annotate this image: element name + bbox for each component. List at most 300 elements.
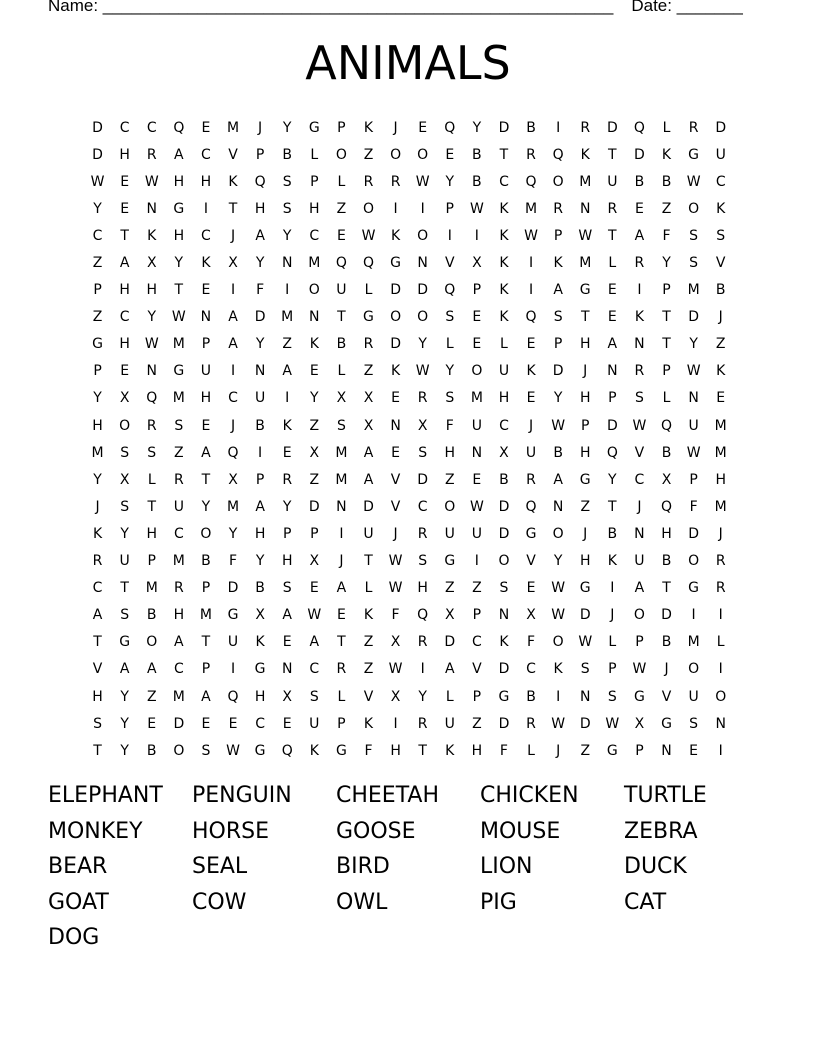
grid-letter: W [415, 363, 430, 380]
grid-letter: S [580, 661, 590, 678]
grid-letter: X [634, 715, 645, 732]
grid-letter: S [689, 255, 699, 272]
grid-letter: P [201, 661, 211, 678]
grid-letter: T [337, 634, 346, 651]
grid-letter: Q [254, 173, 266, 190]
grid-letter: R [715, 580, 726, 597]
grid-letter: V [390, 498, 401, 515]
grid-letter: W [578, 634, 593, 651]
grid-letter: N [661, 742, 672, 759]
grid-letter: P [147, 553, 156, 570]
grid-letter: X [119, 471, 130, 488]
grid-letter: E [526, 390, 536, 407]
grid-letter: M [281, 309, 294, 326]
grid-letter: T [201, 634, 211, 651]
grid-letter: E [526, 336, 536, 353]
grid-letter: Q [417, 607, 429, 624]
grid-letter: W [307, 607, 322, 624]
grid-letter: S [418, 553, 428, 570]
grid-letter: L [445, 336, 454, 353]
grid-letter: S [418, 444, 428, 461]
grid-letter: R [634, 363, 645, 380]
grid-letter: Y [174, 255, 184, 272]
grid-letter: I [718, 742, 723, 759]
grid-letter: A [444, 661, 455, 678]
grid-letter: O [173, 742, 185, 759]
grid-letter: B [282, 146, 292, 163]
grid-letter: H [119, 282, 130, 299]
grid-letter: C [146, 119, 157, 136]
grid-letter: T [93, 634, 102, 651]
grid-letter: P [93, 282, 102, 299]
grid-letter: R [417, 715, 428, 732]
grid-letter: Y [255, 255, 265, 272]
grid-letter: Q [606, 444, 618, 461]
grid-letter: P [255, 471, 265, 488]
grid-letter: Y [689, 336, 698, 353]
grid-letter: H [309, 200, 320, 217]
word-list [48, 778, 768, 956]
grid-letter: H [471, 742, 483, 759]
grid-letter: O [146, 634, 158, 651]
grid-letter: R [146, 417, 157, 434]
grid-letter: M [226, 498, 240, 515]
grid-letter: A [201, 688, 211, 705]
grid-letter: D [254, 309, 266, 326]
grid-letter: O [688, 661, 700, 678]
grid-letter: L [337, 363, 346, 380]
grid-letter: W [469, 200, 484, 217]
grid-letter: B [146, 742, 157, 759]
grid-letter: Y [445, 173, 455, 190]
grid-letter: N [417, 255, 428, 272]
grid-letter: X [390, 634, 401, 651]
grid-letter: O [417, 227, 429, 244]
grid-letter: I [230, 363, 236, 380]
grid-letter: Z [363, 634, 374, 651]
grid-letter: N [579, 200, 591, 217]
grid-letter: F [228, 553, 238, 570]
grid-letter: Y [662, 255, 671, 272]
grid-letter: C [201, 227, 211, 244]
grid-letter: Q [146, 390, 158, 407]
word-list-item: CAT [624, 889, 667, 915]
grid-letter: O [335, 146, 347, 163]
grid-letter: D [688, 525, 699, 542]
word-list-item: DUCK [624, 854, 687, 880]
grid-letter: D [661, 607, 672, 624]
grid-letter: S [553, 309, 563, 326]
grid-letter: F [527, 634, 536, 651]
grid-letter: O [417, 309, 429, 326]
grid-letter: K [716, 200, 726, 217]
grid-letter: G [173, 363, 185, 380]
grid-letter: Z [472, 580, 482, 597]
grid-letter: O [688, 200, 700, 217]
grid-letter: K [499, 200, 509, 217]
grid-letter: H [579, 444, 591, 461]
grid-letter: I [339, 525, 344, 542]
grid-letter: T [337, 309, 346, 326]
grid-letter: S [336, 417, 346, 434]
grid-letter: K [363, 119, 374, 136]
grid-letter: T [608, 227, 617, 244]
grid-letter: X [363, 417, 374, 434]
grid-letter: F [364, 742, 373, 759]
grid-letter: X [282, 688, 292, 705]
grid-letter: V [715, 255, 726, 272]
grid-letter: P [635, 634, 644, 651]
grid-letter: Z [336, 200, 347, 217]
grid-letter: J [95, 498, 100, 515]
grid-letter: H [715, 471, 726, 488]
grid-letter: A [174, 634, 184, 651]
grid-letter: Z [715, 336, 726, 353]
grid-letter: Z [309, 471, 320, 488]
grid-letter: G [308, 119, 320, 136]
grid-letter: O [498, 553, 510, 570]
grid-letter: S [689, 715, 699, 732]
grid-letter: I [610, 580, 615, 597]
grid-letter: C [201, 146, 211, 163]
grid-letter: G [335, 742, 347, 759]
grid-letter: C [499, 173, 509, 190]
grid-letter: J [610, 607, 615, 624]
grid-letter: D [227, 580, 239, 597]
grid-letter: E [418, 119, 428, 136]
grid-letter: L [500, 336, 508, 353]
grid-letter: W [686, 173, 701, 190]
grid-letter: H [444, 444, 456, 461]
grid-letter: B [634, 173, 645, 190]
grid-letter: B [526, 688, 536, 705]
grid-letter: C [255, 715, 265, 732]
grid-letter: K [363, 607, 374, 624]
grid-letter: V [390, 471, 401, 488]
grid-letter: K [309, 336, 319, 353]
grid-letter: P [689, 471, 698, 488]
grid-letter: L [310, 146, 319, 163]
grid-letter: G [661, 715, 672, 732]
grid-letter: Z [444, 580, 455, 597]
grid-letter: D [308, 498, 320, 515]
grid-letter: K [499, 282, 509, 299]
grid-letter: J [637, 498, 642, 515]
grid-letter: V [228, 146, 238, 163]
grid-letter: Z [146, 688, 157, 705]
grid-letter: E [716, 390, 726, 407]
grid-letter: I [556, 119, 561, 136]
grid-letter: G [173, 200, 185, 217]
grid-letter: A [119, 661, 130, 678]
grid-letter: R [688, 119, 699, 136]
grid-letter: I [718, 607, 723, 624]
grid-letter: C [417, 498, 428, 515]
grid-letter: W [144, 173, 159, 190]
grid-letter: G [254, 661, 266, 678]
grid-letter: E [526, 580, 536, 597]
grid-letter: G [579, 282, 591, 299]
date-field-label: Date: _______ [631, 0, 743, 15]
grid-letter: E [201, 282, 211, 299]
grid-letter: S [282, 200, 292, 217]
grid-letter: A [255, 498, 265, 515]
grid-letter: Z [92, 309, 103, 326]
grid-letter: S [120, 444, 130, 461]
grid-letter: W [171, 309, 186, 326]
word-list-item: GOOSE [336, 818, 416, 844]
grid-letter: S [120, 607, 130, 624]
grid-letter: J [528, 417, 534, 434]
grid-letter: B [607, 525, 618, 542]
grid-letter: Q [227, 444, 239, 461]
grid-letter: R [417, 525, 428, 542]
grid-letter: J [393, 525, 398, 542]
grid-letter: E [309, 363, 319, 380]
grid-letter: S [282, 173, 292, 190]
grid-letter: Y [120, 525, 129, 542]
grid-letter: D [498, 525, 510, 542]
grid-letter: S [282, 580, 292, 597]
grid-letter: J [230, 227, 236, 244]
grid-letter: E [120, 363, 130, 380]
grid-letter: L [662, 390, 671, 407]
grid-letter: P [445, 200, 454, 217]
grid-letter: K [553, 661, 563, 678]
grid-letter: Z [472, 715, 482, 732]
grid-letter: M [579, 255, 592, 272]
letter-grid [84, 114, 734, 764]
grid-letter: E [282, 715, 292, 732]
grid-letter: E [282, 444, 292, 461]
grid-letter: K [92, 525, 103, 542]
grid-letter: S [689, 227, 699, 244]
grid-letter: X [228, 255, 238, 272]
grid-letter: X [146, 255, 157, 272]
grid-letter: V [363, 688, 374, 705]
grid-letter: A [201, 444, 211, 461]
grid-letter: R [634, 255, 645, 272]
word-list-item: MOUSE [480, 818, 561, 844]
grid-letter: R [363, 336, 374, 353]
grid-letter: X [363, 390, 374, 407]
grid-letter: E [472, 309, 482, 326]
grid-letter: E [336, 607, 346, 624]
grid-letter: B [201, 553, 211, 570]
grid-letter: L [608, 255, 617, 272]
grid-letter: I [230, 282, 236, 299]
word-list-item: COW [192, 889, 247, 915]
grid-letter: Q [362, 255, 374, 272]
grid-letter: B [499, 471, 509, 488]
grid-letter: D [715, 119, 727, 136]
grid-letter: M [91, 444, 104, 461]
grid-letter: B [661, 634, 672, 651]
grid-letter: S [445, 390, 455, 407]
grid-letter: U [525, 444, 537, 461]
grid-letter: A [309, 634, 320, 651]
grid-letter: R [526, 471, 536, 488]
grid-letter: T [580, 309, 590, 326]
grid-letter: E [120, 173, 130, 190]
word-list-item: PIG [480, 889, 517, 915]
grid-letter: W [469, 498, 484, 515]
grid-letter: M [308, 255, 321, 272]
word-list-item: CHICKEN [480, 783, 579, 808]
grid-letter: N [200, 309, 212, 326]
grid-letter: W [361, 227, 376, 244]
grid-letter: N [254, 363, 266, 380]
grid-letter: E [201, 715, 211, 732]
grid-letter: I [447, 227, 452, 244]
grid-letter: D [498, 715, 510, 732]
grid-letter: H [119, 336, 130, 353]
grid-letter: Z [282, 336, 292, 353]
grid-letter: G [92, 336, 103, 353]
grid-letter: L [337, 173, 346, 190]
grid-letter: O [390, 146, 402, 163]
grid-letter: M [172, 553, 185, 570]
grid-letter: O [552, 525, 564, 542]
grid-letter: Z [363, 661, 374, 678]
grid-letter: F [662, 227, 671, 244]
grid-letter: R [92, 553, 103, 570]
grid-letter: Y [553, 390, 563, 407]
grid-letter: U [471, 525, 482, 542]
grid-letter: A [607, 336, 618, 353]
word-list-item: OWL [336, 889, 388, 915]
grid-letter: K [526, 363, 536, 380]
grid-letter: V [661, 688, 672, 705]
grid-letter: R [553, 200, 563, 217]
grid-letter: P [662, 363, 671, 380]
grid-letter: R [282, 471, 293, 488]
grid-letter: N [309, 309, 320, 326]
grid-letter: Y [147, 309, 157, 326]
grid-letter: D [688, 309, 699, 326]
grid-letter: E [201, 119, 211, 136]
grid-letter: G [254, 742, 266, 759]
grid-letter: R [607, 200, 618, 217]
grid-letter: M [687, 282, 700, 299]
grid-letter: L [662, 119, 671, 136]
grid-letter: T [418, 742, 427, 759]
grid-letter: G [579, 471, 591, 488]
grid-letter: Q [173, 119, 185, 136]
grid-letter: N [336, 498, 347, 515]
grid-letter: M [172, 390, 185, 407]
grid-letter: U [607, 173, 618, 190]
grid-letter: K [390, 363, 401, 380]
grid-letter: P [553, 336, 563, 353]
grid-letter: W [90, 173, 105, 190]
word-list-item: TURTLE [624, 783, 707, 808]
grid-letter: Z [363, 146, 374, 163]
grid-letter: F [445, 417, 454, 434]
grid-letter: N [715, 715, 726, 732]
grid-letter: B [255, 580, 265, 597]
grid-letter: X [309, 553, 320, 570]
grid-letter: A [363, 471, 374, 488]
grid-letter: U [688, 417, 699, 434]
grid-letter: K [499, 227, 509, 244]
grid-letter: Q [525, 309, 537, 326]
grid-letter: L [364, 282, 373, 299]
grid-letter: E [282, 634, 292, 651]
grid-letter: C [309, 227, 320, 244]
grid-letter: U [471, 417, 482, 434]
grid-letter: X [526, 607, 536, 624]
grid-letter: M [335, 471, 348, 488]
grid-letter: N [607, 363, 618, 380]
grid-letter: B [255, 417, 265, 434]
grid-letter: Y [472, 119, 482, 136]
grid-letter: E [445, 146, 455, 163]
grid-letter: F [256, 282, 265, 299]
grid-letter: D [552, 363, 564, 380]
grid-letter: S [201, 742, 211, 759]
grid-letter: U [119, 553, 130, 570]
grid-letter: C [173, 661, 184, 678]
grid-letter: Q [281, 742, 293, 759]
grid-letter: T [120, 580, 129, 597]
header-line [48, 0, 748, 16]
grid-letter: I [393, 200, 398, 217]
grid-letter: V [444, 255, 455, 272]
grid-letter: A [228, 336, 238, 353]
grid-letter: R [363, 173, 374, 190]
grid-letter: G [390, 255, 401, 272]
grid-letter: W [226, 742, 240, 759]
grid-letter: Y [120, 715, 129, 732]
grid-letter: P [310, 173, 319, 190]
grid-letter: T [93, 742, 102, 759]
grid-letter: K [499, 309, 509, 326]
grid-letter: M [714, 444, 727, 461]
grid-letter: N [552, 498, 564, 515]
grid-letter: E [391, 444, 400, 461]
grid-letter: L [445, 688, 454, 705]
grid-letter: O [552, 634, 564, 651]
grid-letter: S [120, 498, 130, 515]
grid-letter: A [634, 580, 645, 597]
grid-letter: K [607, 553, 617, 570]
grid-letter: P [337, 119, 346, 136]
grid-letter: A [92, 607, 103, 624]
grid-letter: X [472, 255, 482, 272]
grid-letter: M [226, 119, 240, 136]
grid-letter: U [173, 498, 184, 515]
grid-letter: H [579, 336, 591, 353]
grid-letter: O [119, 417, 131, 434]
word-list-item: ZEBRA [624, 818, 698, 844]
grid-letter: D [390, 336, 401, 353]
grid-letter: L [337, 688, 346, 705]
word-list-item: LION [480, 854, 533, 880]
grid-letter: K [716, 363, 726, 380]
grid-letter: R [173, 471, 184, 488]
grid-letter: F [689, 498, 698, 515]
grid-letter: T [201, 471, 211, 488]
grid-letter: T [608, 498, 617, 515]
grid-letter: U [254, 390, 266, 407]
grid-letter: P [255, 146, 265, 163]
grid-letter: C [119, 119, 130, 136]
grid-letter: C [228, 390, 238, 407]
grid-letter: S [147, 444, 157, 461]
grid-letter: O [444, 498, 456, 515]
page-title: ANIMALS [305, 36, 511, 90]
